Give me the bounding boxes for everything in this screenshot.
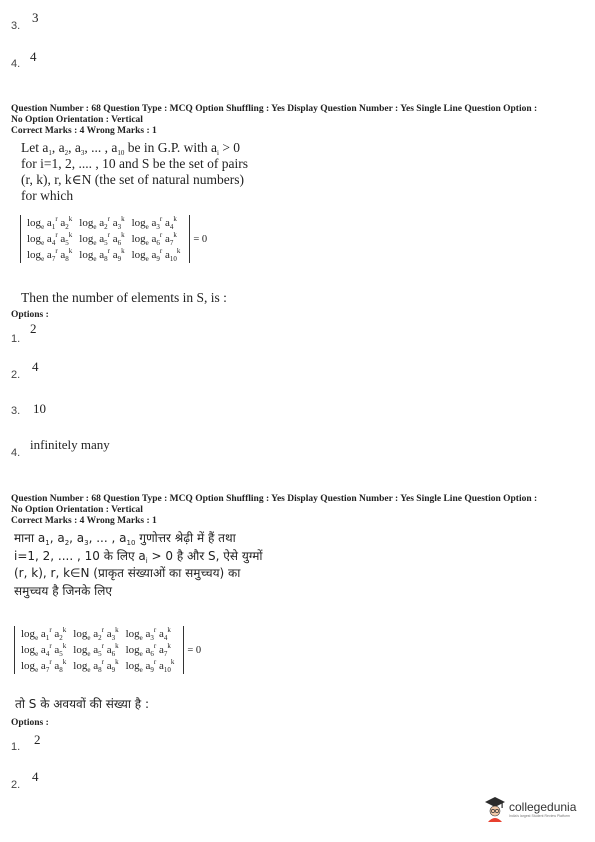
option-number: 2. <box>11 369 21 381</box>
option-value[interactable]: 4 <box>32 359 39 374</box>
question-text <box>21 140 248 204</box>
det-cell: $\log_e a_6^r$ $a_7^k$ <box>125 642 171 658</box>
question-line: (r, k), r, k∈N (प्राकृत संख्याओं का समुच्चय) का <box>14 566 241 580</box>
question-line: for which <box>21 188 74 203</box>
question-meta-line1: Question Number : 68 Question Type : MCQ Option Shuffling : Yes Display Question Number : Yes Single Line Question Option : <box>11 494 538 504</box>
option-number: 3. <box>11 405 21 417</box>
graduate-icon <box>484 796 506 822</box>
det-cell: $\log_e a_2^r$ $a_3^k$ <box>73 626 119 642</box>
question-line: Let $a_1$, $a_2$, $a_3$, ... , $a_{10}$ be in G.P. with $a_i > 0$ <box>21 140 241 157</box>
det-cell: $\log_e a_8^r$ $a_9^k$ <box>73 658 119 674</box>
option-value[interactable]: 10 <box>33 401 46 416</box>
det-cell: $\log_e a_2^r$ $a_3^k$ <box>79 215 125 231</box>
det-cell: $\log_e a_7^r$ $a_8^k$ <box>21 658 67 674</box>
option-number: 1. <box>11 333 21 345</box>
question-meta <box>11 104 591 137</box>
question-tail: Then the number of elements in S, is : <box>21 290 227 305</box>
determinant <box>20 215 207 263</box>
question-line: समुच्चय है जिनके लिए <box>14 583 112 598</box>
collegedunia-logo <box>484 796 576 822</box>
question-tail: तो S के अवयवों की संख्या है : <box>15 697 150 711</box>
option-number: 1. <box>11 741 21 753</box>
det-cell: $\log_e a_9^r$ $a_{10}^k$ <box>125 658 175 674</box>
determinant <box>14 626 201 674</box>
option-value: 4 <box>30 49 37 64</box>
option-value[interactable]: 2 <box>30 321 37 336</box>
question-meta-line2: No Option Orientation : Vertical <box>11 115 143 125</box>
det-cell: $\log_e a_4^r$ $a_5^k$ <box>21 642 67 658</box>
option-value[interactable]: 4 <box>32 769 39 784</box>
options-label: Options : <box>11 718 49 728</box>
det-cell: $\log_e a_1^r$ $a_2^k$ <box>21 626 67 642</box>
options-label: Options : <box>11 310 49 320</box>
det-cell: $\log_e a_5^r$ $a_6^k$ <box>73 642 119 658</box>
option-value[interactable]: infinitely many <box>30 437 110 452</box>
det-cell: $\log_e a_4^r$ $a_5^k$ <box>27 231 73 247</box>
option-number: 2. <box>11 779 21 791</box>
det-cell: $\log_e a_3^r$ $a_4^k$ <box>125 626 171 642</box>
det-equals: = 0 <box>187 644 202 656</box>
det-cell: $\log_e a_3^r$ $a_4^k$ <box>131 215 177 231</box>
question-meta-line1: Question Number : 68 Question Type : MCQ Option Shuffling : Yes Display Question Number : Yes Single Line Question Option : <box>11 104 538 114</box>
question-line: i=1, 2, .... , 10 के लिए $a_i > 0$ है और S, ऐसे युग्मों <box>14 548 263 565</box>
det-cell: $\log_e a_6^r$ $a_7^k$ <box>131 231 177 247</box>
det-cell: $\log_e a_7^r$ $a_8^k$ <box>27 247 73 263</box>
det-cell: $\log_e a_9^r$ $a_{10}^k$ <box>131 247 181 263</box>
det-cell: $\log_e a_8^r$ $a_9^k$ <box>79 247 125 263</box>
question-line: माना $a_1$, $a_2$, $a_3$, ... , $a_{10}$ गुणोत्तर श्रेढ़ी में हैं तथा <box>14 531 236 547</box>
marks-line: Correct Marks : 4 Wrong Marks : 1 <box>11 126 157 136</box>
question-meta-line2: No Option Orientation : Vertical <box>11 505 143 515</box>
logo-tagline: India's largest Student Review Platform <box>509 814 570 818</box>
question-text <box>14 530 262 600</box>
det-equals: = 0 <box>193 233 208 245</box>
question-line: for i=1, 2, .... , 10 and S be the set of pairs <box>21 156 248 171</box>
marks-line: Correct Marks : 4 Wrong Marks : 1 <box>11 516 157 526</box>
option-number: 4. <box>11 58 21 70</box>
option-number: 3. <box>11 20 21 32</box>
option-value[interactable]: 2 <box>34 732 41 747</box>
question-line: (r, k), r, k∈N (the set of natural numbers) <box>21 172 244 187</box>
det-cell: $\log_e a_5^r$ $a_6^k$ <box>79 231 125 247</box>
question-meta <box>11 494 591 527</box>
option-number: 4. <box>11 447 21 459</box>
option-value: 3 <box>32 10 39 25</box>
logo-name: collegedunia <box>509 800 577 814</box>
det-cell: $\log_e a_1^r$ $a_2^k$ <box>27 215 73 231</box>
